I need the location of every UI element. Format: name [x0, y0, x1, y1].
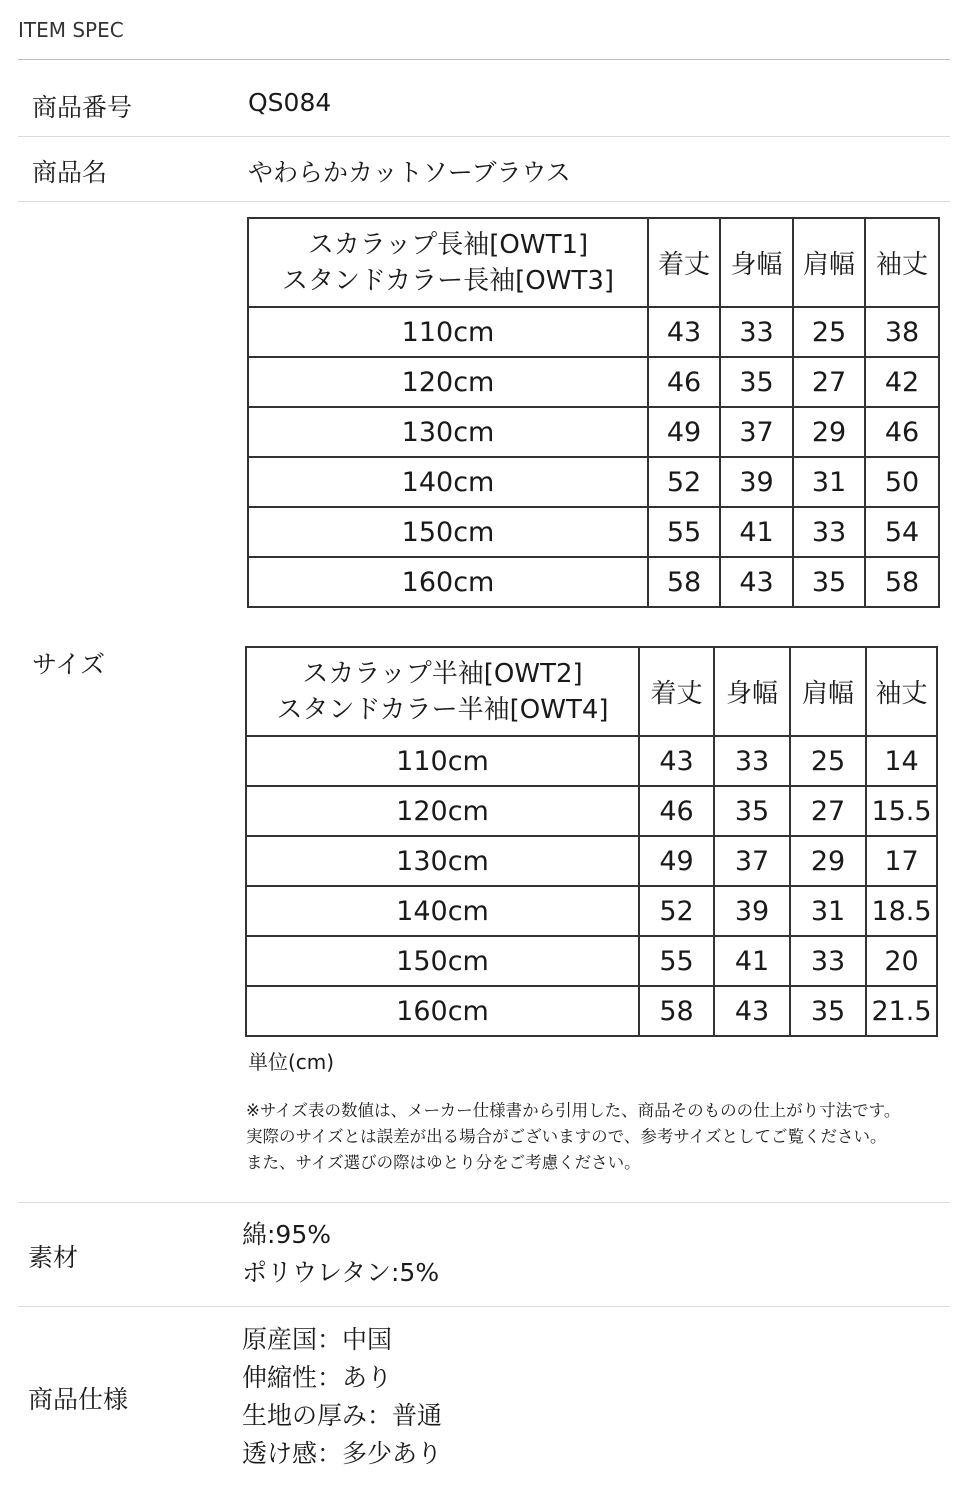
table-cell: 43 — [720, 557, 793, 607]
column-header: 肩幅 — [790, 647, 866, 736]
model-line: スタンドカラー長袖[OWT3] — [281, 265, 615, 296]
note-line: 実際のサイズとは誤差が出る場合がございますので、参考サイズとしてご覧ください。 — [246, 1127, 887, 1146]
column-header: 肩幅 — [793, 218, 865, 307]
table-cell: 25 — [793, 307, 865, 357]
table-cell: 50 — [865, 457, 939, 507]
table-row — [248, 457, 939, 507]
size-table-long-sleeve — [247, 217, 940, 608]
size-cell: 120cm — [248, 357, 648, 407]
table-cell: 33 — [714, 736, 790, 786]
table-cell: 33 — [793, 507, 865, 557]
product-number-value: QS084 — [248, 88, 332, 117]
table-cell: 52 — [639, 886, 714, 936]
table-row — [248, 307, 939, 357]
column-header: 身幅 — [720, 218, 793, 307]
size-cell: 110cm — [246, 736, 639, 786]
product-name-label: 商品名 — [32, 158, 108, 187]
table-cell: 58 — [865, 557, 939, 607]
model-line: スカラップ長袖[OWT1] — [307, 229, 589, 260]
table-cell: 29 — [793, 407, 865, 457]
model-line: スカラップ半袖[OWT2] — [302, 658, 583, 689]
size-cell: 150cm — [248, 507, 648, 557]
table-cell: 39 — [720, 457, 793, 507]
table-row — [248, 557, 939, 607]
table-cell: 58 — [648, 557, 720, 607]
table-header-row — [248, 218, 939, 307]
table-cell: 35 — [793, 557, 865, 607]
table-cell: 35 — [714, 786, 790, 836]
size-cell: 160cm — [248, 557, 648, 607]
table-cell: 37 — [720, 407, 793, 457]
table-row — [248, 507, 939, 557]
size-table-short-sleeve — [245, 646, 938, 1037]
table-row — [246, 986, 937, 1036]
table-cell: 33 — [720, 307, 793, 357]
divider — [18, 59, 950, 60]
table-cell: 17 — [866, 836, 937, 886]
table-cell: 43 — [639, 736, 714, 786]
unit-label: 単位(cm) — [248, 1050, 335, 1074]
note-line: ※サイズ表の数値は、メーカー仕様書から引用した、商品そのものの仕上がり寸法です。 — [246, 1101, 901, 1120]
material-line: ポリウレタン:5% — [242, 1258, 440, 1287]
material-line: 綿:95% — [242, 1220, 331, 1249]
column-header: 袖丈 — [865, 218, 939, 307]
table-row — [246, 736, 937, 786]
size-cell: 150cm — [246, 936, 639, 986]
table-cell: 52 — [648, 457, 720, 507]
spec-line: 透け感：多少あり — [242, 1439, 443, 1468]
divider — [18, 1306, 950, 1307]
spec-line: 生地の厚み：普通 — [242, 1401, 443, 1430]
table-cell: 54 — [865, 507, 939, 557]
size-label: サイズ — [32, 650, 106, 679]
material-value — [242, 1216, 439, 1292]
table-cell: 31 — [793, 457, 865, 507]
size-cell: 140cm — [248, 457, 648, 507]
spec-line: 原産国：中国 — [242, 1325, 393, 1354]
size-note — [246, 1098, 900, 1176]
table-cell: 21.5 — [866, 986, 937, 1036]
column-header: 身幅 — [714, 647, 790, 736]
model-line: スタンドカラー半袖[OWT4] — [276, 694, 609, 725]
table-cell: 14 — [866, 736, 937, 786]
table-row — [246, 886, 937, 936]
product-number-label: 商品番号 — [32, 93, 133, 122]
column-header: 着丈 — [648, 218, 720, 307]
table-cell: 35 — [720, 357, 793, 407]
table-cell: 29 — [790, 836, 866, 886]
table-cell: 39 — [714, 886, 790, 936]
column-header: 着丈 — [639, 647, 714, 736]
divider — [18, 136, 950, 137]
table-cell: 46 — [648, 357, 720, 407]
table-cell: 41 — [720, 507, 793, 557]
section-title: ITEM SPEC — [18, 18, 124, 42]
table-cell: 20 — [866, 936, 937, 986]
table-cell: 18.5 — [866, 886, 937, 936]
table-row — [246, 836, 937, 886]
table-cell: 43 — [648, 307, 720, 357]
table-cell: 37 — [714, 836, 790, 886]
table-row — [246, 786, 937, 836]
table-cell: 46 — [865, 407, 939, 457]
table-cell: 31 — [790, 886, 866, 936]
table-cell: 33 — [790, 936, 866, 986]
product-name-value: やわらかカットソーブラウス — [248, 158, 571, 187]
table-cell: 58 — [639, 986, 714, 1036]
divider — [18, 1202, 950, 1203]
note-line: また、サイズ選びの際はゆとり分をご考慮ください。 — [246, 1153, 641, 1172]
spec-line: 伸縮性：あり — [242, 1363, 393, 1392]
table-cell: 49 — [648, 407, 720, 457]
divider — [18, 201, 950, 202]
table-row — [246, 936, 937, 986]
table-cell: 55 — [648, 507, 720, 557]
column-header: 袖丈 — [866, 647, 937, 736]
spec-label: 商品仕様 — [28, 1385, 129, 1414]
table-cell: 42 — [865, 357, 939, 407]
table-cell: 27 — [790, 786, 866, 836]
table-cell: 46 — [639, 786, 714, 836]
table-cell: 25 — [790, 736, 866, 786]
table-row — [248, 357, 939, 407]
table-cell: 43 — [714, 986, 790, 1036]
model-header — [246, 647, 639, 736]
size-cell: 120cm — [246, 786, 639, 836]
table-cell: 27 — [793, 357, 865, 407]
size-cell: 130cm — [246, 836, 639, 886]
material-label: 素材 — [28, 1243, 79, 1272]
table-cell: 41 — [714, 936, 790, 986]
spec-value — [242, 1321, 442, 1473]
model-header — [248, 218, 648, 307]
size-cell: 160cm — [246, 986, 639, 1036]
table-cell: 55 — [639, 936, 714, 986]
table-row — [248, 407, 939, 457]
table-cell: 49 — [639, 836, 714, 886]
table-cell: 38 — [865, 307, 939, 357]
table-cell: 15.5 — [866, 786, 937, 836]
table-cell: 35 — [790, 986, 866, 1036]
table-header-row — [246, 647, 937, 736]
size-cell: 110cm — [248, 307, 648, 357]
size-cell: 130cm — [248, 407, 648, 457]
size-cell: 140cm — [246, 886, 639, 936]
